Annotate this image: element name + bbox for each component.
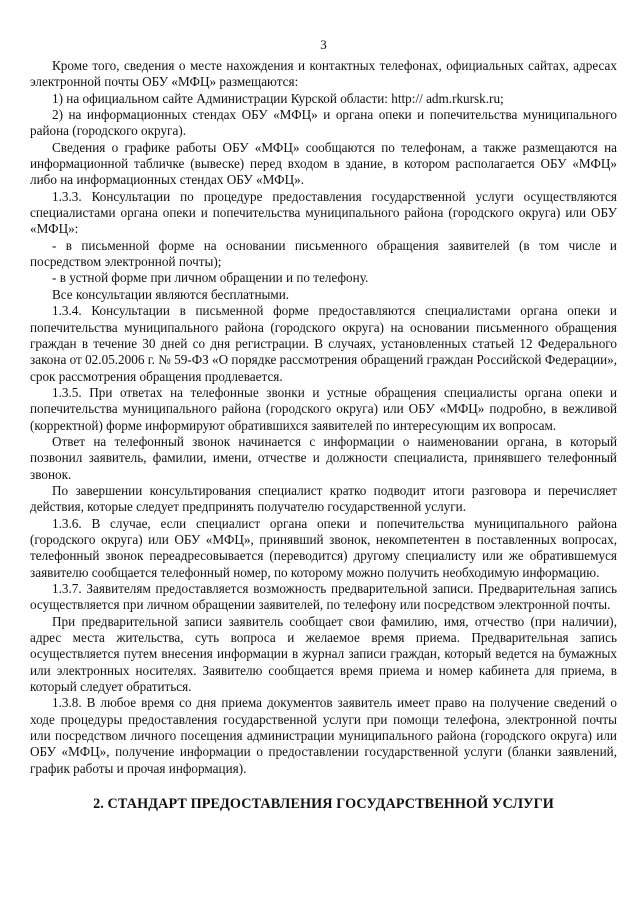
paragraph: 1.3.6. В случае, если специалист органа опеки и попечительства муниципального района (городского округа) или ОБУ «МФЦ», принявший звонок, некомпетентен в поставленных вопросах, телефонный звонок переадресовывается (переводится) другому специалисту или же обратившемуся заявителю сообщается телефонный номер, по которому можно получить необходимую информацию.: [30, 515, 617, 580]
paragraph: - в устной форме при личном обращении и по телефону.: [52, 270, 369, 286]
paragraph: 1) на официальном сайте Администрации Курской области: http:// adm.rkursk.ru;: [52, 90, 504, 106]
paragraph: 1.3.3. Консультации по процедуре предоставления государственной услуги осуществляются специалистами органа опеки и попечительства муниципального района (городского округа) или ОБУ «МФЦ»:: [30, 188, 617, 237]
paragraph: При предварительной записи заявитель сообщает свои фамилию, имя, отчество (при наличии), адрес места жительства, суть вопроса и желаемое время приема. Предварительная запись осуществляется путем внесения информации в журнал записи граждан, который ведется на бумажных или электронных носителях. Заявителю сообщается время приема и номер кабинета для приема, в который следует обратиться.: [30, 613, 617, 695]
paragraph: 1.3.7. Заявителям предоставляется возможность предварительной записи. Предварительная запись осуществляется при личном обращении заявителей, по телефону или посредством электронной почты.: [30, 581, 617, 613]
section-heading: 2. СТАНДАРТ ПРЕДОСТАВЛЕНИЯ ГОСУДАРСТВЕННОЙ УСЛУГИ: [93, 796, 554, 813]
paragraph: 1.3.5. При ответах на телефонные звонки и устные обращения специалисты органа опеки и попечительства муниципального района (городского округа) или ОБУ «МФЦ» подробно, в вежливой (корректной) форме информируют обратившихся заявителей по интересующим их вопросам.: [30, 384, 617, 433]
paragraph: Все консультации являются бесплатными.: [52, 286, 290, 302]
paragraph: Сведения о графике работы ОБУ «МФЦ» сообщаются по телефонам, а также размещаются на информационной табличке (вывеске) перед входом в здание, в котором располагается ОБУ «МФЦ» либо на информационных стендах ОБУ «МФЦ».: [30, 139, 617, 188]
paragraph: 1.3.4. Консультации в письменной форме предоставляются специалистами органа опеки и попечительства муниципального района (городского округа) на основании письменного обращения граждан в течение 30 дней со дня регистрации. В случаях, установленных статьей 12 Федерального закона от 02.05.2006 г. № 59-ФЗ «О порядке рассмотрения обращений граждан Российской Федерации», срок рассмотрения обращения продлевается.: [30, 303, 618, 384]
paragraph: - в письменной форме на основании письменного обращения заявителей (в том числе и посредством электронной почты);: [30, 237, 617, 270]
page-number: 3: [320, 37, 327, 52]
paragraph: Кроме того, сведения о месте нахождения и контактных телефонах, официальных сайтах, адресах электронной почты ОБУ «МФЦ» размещаются:: [30, 58, 617, 90]
paragraph: 1.3.8. В любое время со дня приема документов заявитель имеет право на получение сведений о ходе процедуры предоставления государственной услуги при помощи телефона, электронной почты или посредством личного посещения администрации муниципального района (городского округа) или ОБУ «МФЦ», получение информации о предоставлении государственной услуги (бланки заявлений, график работы и прочая информация).: [30, 695, 617, 776]
paragraph: Ответ на телефонный звонок начинается с информации о наименовании органа, в который позвонил заявитель, фамилии, имени, отчестве и должности специалиста, принявшего телефонный звонок.: [30, 433, 617, 482]
paragraph: 2) на информационных стендах ОБУ «МФЦ» и органа опеки и попечительства муниципального района (городского округа).: [30, 107, 617, 139]
paragraph: По завершении консультирования специалист кратко подводит итоги разговора и перечисляет действия, которые следует предпринять получателю государственной услуги.: [30, 482, 617, 515]
